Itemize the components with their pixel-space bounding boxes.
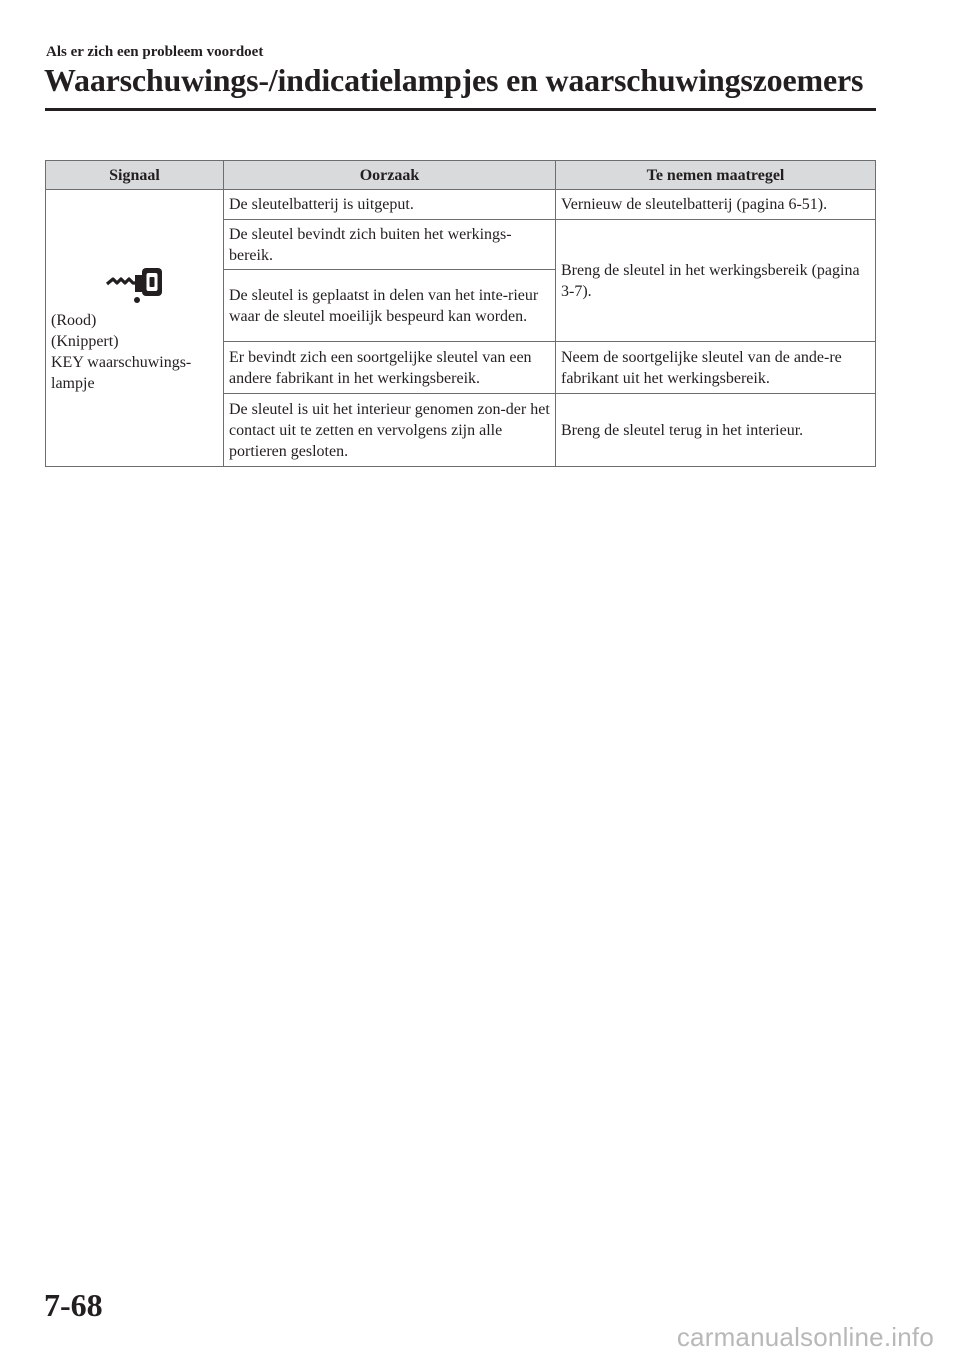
action-cell: Breng de sleutel in het werkingsbereik (pagina 3-7).	[556, 220, 876, 342]
signal-cell	[46, 190, 224, 467]
cause-cell: Er bevindt zich een soortgelijke sleutel van een andere fabrikant in het werkingsbereik.	[224, 342, 556, 394]
action-cell: Neem de soortgelijke sleutel van de ande-re fabrikant uit het werkingsbereik.	[556, 342, 876, 394]
cause-cell: De sleutel is geplaatst in delen van het inte-rieur waar de sleutel moeilijk bespeurd kan worden.	[224, 270, 556, 342]
cause-cell: De sleutel bevindt zich buiten het werkings-bereik.	[224, 220, 556, 270]
cause-cell: De sleutelbatterij is uitgeput.	[224, 190, 556, 220]
table-header-row	[46, 161, 876, 190]
signal-name-line1: KEY waarschuwings-	[51, 354, 192, 371]
column-header-action: Te nemen maatregel	[556, 161, 876, 190]
page-number: 7-68	[44, 1287, 103, 1323]
signal-name-line2: lampje	[51, 375, 95, 392]
page-title: Waarschuwings-/indicatielampjes en waarschuwingszoemers	[44, 62, 864, 98]
table-row	[46, 190, 876, 220]
cause-cell: De sleutel is uit het interieur genomen zon-der het contact uit te zetten en vervolgens zijn alle portieren gesloten.	[224, 394, 556, 467]
signal-color: (Rood)	[51, 312, 97, 329]
title-rule	[45, 108, 876, 111]
column-header-signal: Signaal	[46, 161, 224, 190]
signal-mode: (Knippert)	[51, 333, 119, 350]
section-label: Als er zich een probleem voordoet	[46, 44, 264, 60]
action-cell: Vernieuw de sleutelbatterij (pagina 6-51).	[556, 190, 876, 220]
warning-table	[45, 160, 876, 467]
column-header-cause: Oorzaak	[224, 161, 556, 190]
key-warning-icon	[104, 262, 166, 304]
action-cell: Breng de sleutel terug in het interieur.	[556, 394, 876, 467]
watermark: carmanualsonline.info	[676, 1322, 934, 1352]
